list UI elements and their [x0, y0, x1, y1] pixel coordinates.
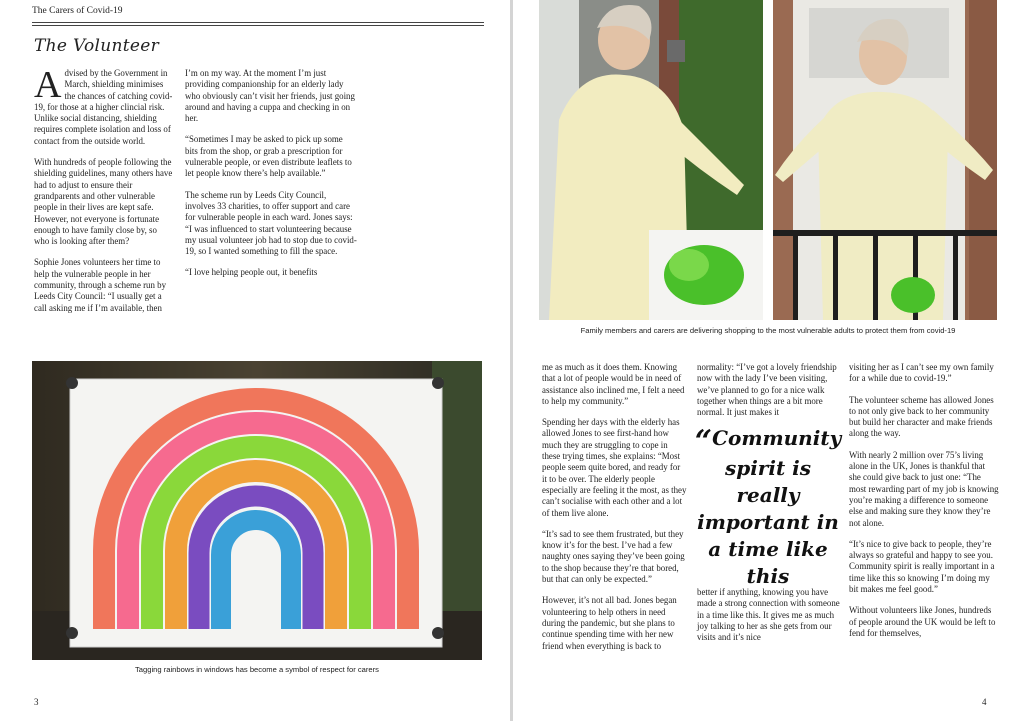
paragraph: visiting her as I can’t see my own family for a while due to covid-19.”	[849, 362, 994, 384]
shopping-caption: Family members and carers are delivering shopping to the most vulnerable adults to protect them from covid-19	[580, 326, 956, 335]
paragraph: I’m on my way. At the moment I’m just providing companionship for an elderly lady who obviously can’t visit her friends, just going around and having a cuppa and checking in on her.	[185, 68, 355, 124]
right-column-2-bottom	[697, 587, 842, 653]
section-title: The Volunteer	[34, 36, 160, 56]
right-column-1	[542, 362, 687, 662]
paragraph: The scheme run by Leeds City Council, involves 33 charities, to offer support and care for vulnerable people in each ward. Jones says: “I was influenced to start volunteering because my usual volunteer job had to stop due to covid-19, so I wanted something to fill the space.	[185, 189, 357, 257]
rainbow-caption: Tagging rainbows in windows has become a symbol of respect for carers	[135, 665, 379, 674]
right-column-2-top	[697, 362, 842, 428]
paragraph: normality: “I’ve got a lovely friendship now with the lady I’ve been visiting, we’ve planned to go for a nice walk together when things are a bit more normal. It just makes it	[697, 362, 837, 418]
quote-mark: “	[694, 424, 713, 459]
paragraph: “It’s sad to see them frustrated, but they know it’s for the best. I’ve had a few naughty ones saying they’ve been going to the shop because they’re that bored, but that can only be expected.”	[542, 528, 685, 585]
pull-quote-text: Community spirit is really important in a time like this	[697, 426, 842, 588]
paragraph: With nearly 2 million over 75’s living alone in the UK, Jones is thankful that she could give back to just one: “The most rewarding part of my job is knowing you’re making a difference to someone else and making sure they know they’re not alone.	[849, 449, 999, 528]
paragraph: “I love helping people out, it benefits	[185, 267, 318, 278]
left-column-1	[34, 64, 174, 324]
drop-cap: A	[34, 64, 62, 106]
paragraph: “It’s nice to give back to people, they’re always so grateful and happy to see you. Community spirit is really important in a time like this so knowing I’m doing my bit makes me feel good.”	[849, 538, 995, 595]
paragraph: me as much as it does them. Knowing that a lot of people would be in need of assistance also inclined me, I felt a need to help my community.”	[542, 362, 685, 406]
carer-photo-right	[773, 0, 997, 320]
running-head: The Carers of Covid-19	[32, 6, 123, 16]
header-rule	[32, 25, 484, 26]
paragraph: “Sometimes I may be asked to pick up some bits from the shop, or grab a prescription for vulnerable people, or even distribute leaflets to let people know there’s help available.”	[185, 134, 352, 179]
woman-at-door-photo	[773, 0, 997, 320]
page-spine	[510, 0, 513, 721]
right-column-3	[849, 362, 999, 649]
page-number-right: 4	[982, 697, 987, 707]
rainbow-window-photo	[32, 361, 482, 660]
paragraph: However, it’s not all bad. Jones began volunteering to help others in need during the pandemic, but she plans to continue spending time with her new friend when everything is back to	[542, 595, 677, 651]
page-number-left: 3	[34, 697, 39, 707]
paragraph: With hundreds of people following the shielding guidelines, many others have had to adjust to ensure their grandparents and other vulnerable people in their lives are kept safe. However, not everyone is fortunate enough to have family close by, so who is looking after them?	[34, 157, 173, 247]
rainbow-drawing	[32, 361, 482, 660]
paragraph: better if anything, knowing you have made a strong connection with someone in a time like this. It gives me as much joy talking to her as she gets from our visits and it’s nice	[697, 587, 840, 643]
header-rule	[32, 22, 484, 23]
paragraph: Sophie Jones volunteers her time to help the vulnerable people in her community, through a scheme run by Leeds City Council: “I usually get a call asking me if I’m available, then	[34, 257, 167, 313]
paragraph: The volunteer scheme has allowed Jones to not only give back to her community but build her character and make friends along the way.	[849, 394, 994, 439]
pull-quote	[694, 425, 842, 590]
paragraph: Without volunteers like Jones, hundreds of people around the UK would be left to fend for themselves,	[849, 605, 996, 638]
paragraph: Spending her days with the elderly has allowed Jones to see first-hand how much they are struggling to cope in these trying times, she explains: “Most people seem quite bored, and ready for it to be over. The elderly people especially are feeling it the most, as they can’t socialise with each other and a lot of them live alone.	[542, 417, 687, 518]
carer-photo-left	[539, 0, 763, 320]
woman-at-door-photo	[539, 0, 763, 320]
paragraph: Advised by the Government in March, shielding minimises the chances of catching covid-19, for those at a higher clincial risk. Unlike social distancing, shielding requires complete isolation and loss of contact from the outside world.	[34, 64, 173, 146]
left-column-2	[185, 68, 357, 289]
